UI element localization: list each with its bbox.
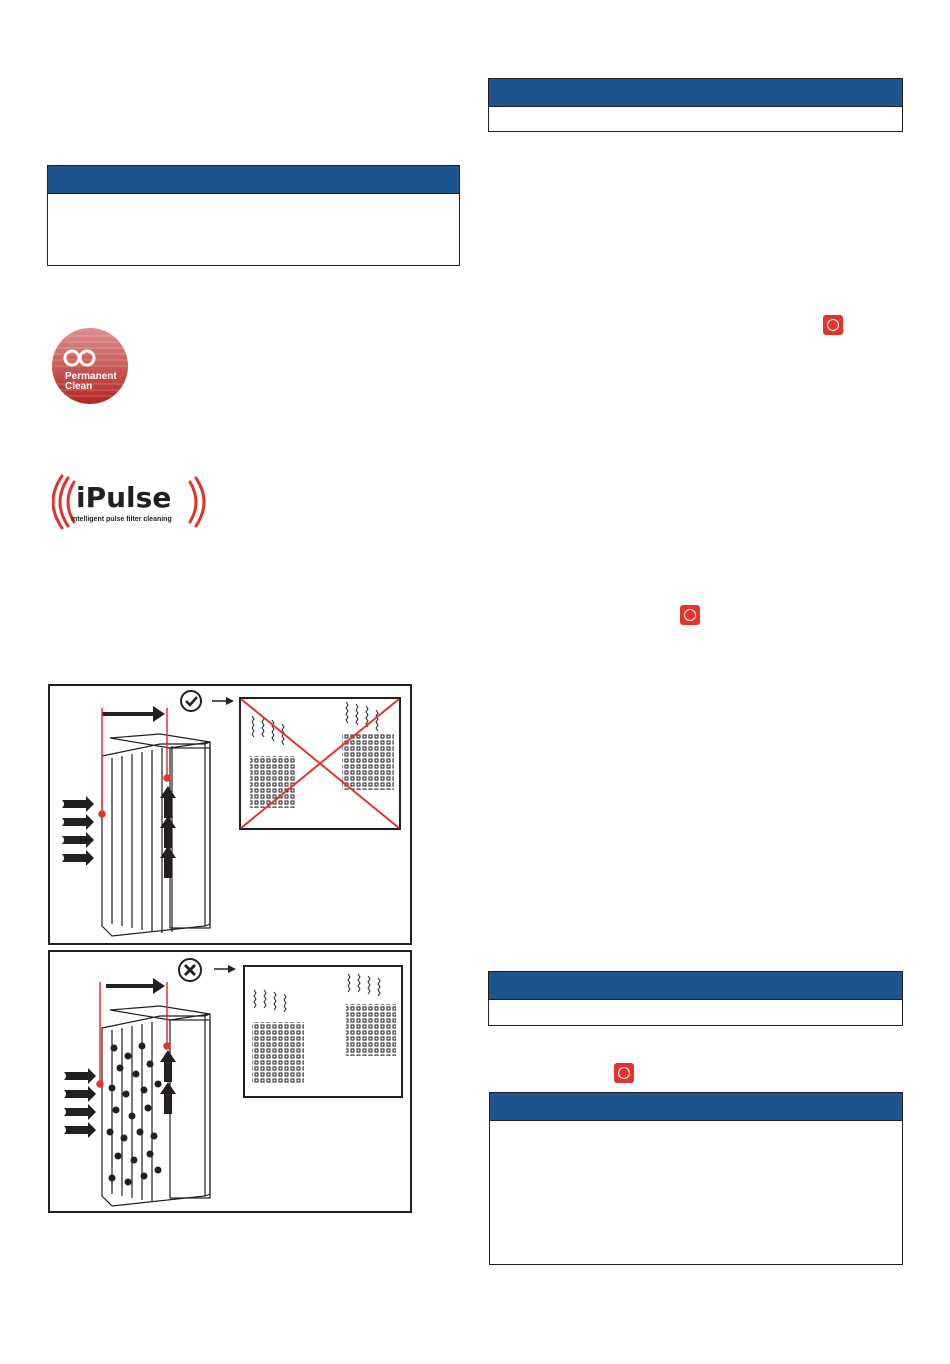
info-box-left: [47, 165, 460, 266]
info-box-right-bottom: [489, 1092, 903, 1265]
info-box-header: [489, 972, 902, 1000]
filter-clean-icon: [823, 315, 843, 335]
ipulse-wordmark: iPulse: [76, 481, 172, 514]
permanent-clean-text: [65, 372, 117, 392]
filter-figure-correct: [48, 684, 412, 945]
info-box-header: [489, 79, 902, 107]
filter-drawing-clean: [50, 686, 410, 943]
ipulse-tagline: intelligent pulse filter cleaning: [71, 516, 172, 523]
filter-drawing-clogged: [50, 952, 410, 1211]
permanent-clean-logo: [52, 328, 128, 404]
filter-clean-icon: [614, 1063, 634, 1083]
permanent-clean-badge-icon: [52, 328, 128, 404]
permanent-clean-line2: Clean: [65, 381, 93, 392]
info-box-right-mid: [488, 971, 903, 1026]
check-circle-icon: [181, 691, 201, 711]
permanent-clean-line1: Permanent: [65, 371, 117, 382]
filter-clean-icon: [680, 605, 700, 625]
x-circle-icon: [179, 959, 201, 981]
info-box-right-top: [488, 78, 903, 132]
info-box-header: [48, 166, 459, 194]
info-box-header: [490, 1093, 902, 1121]
filter-figure-incorrect: [48, 950, 412, 1213]
